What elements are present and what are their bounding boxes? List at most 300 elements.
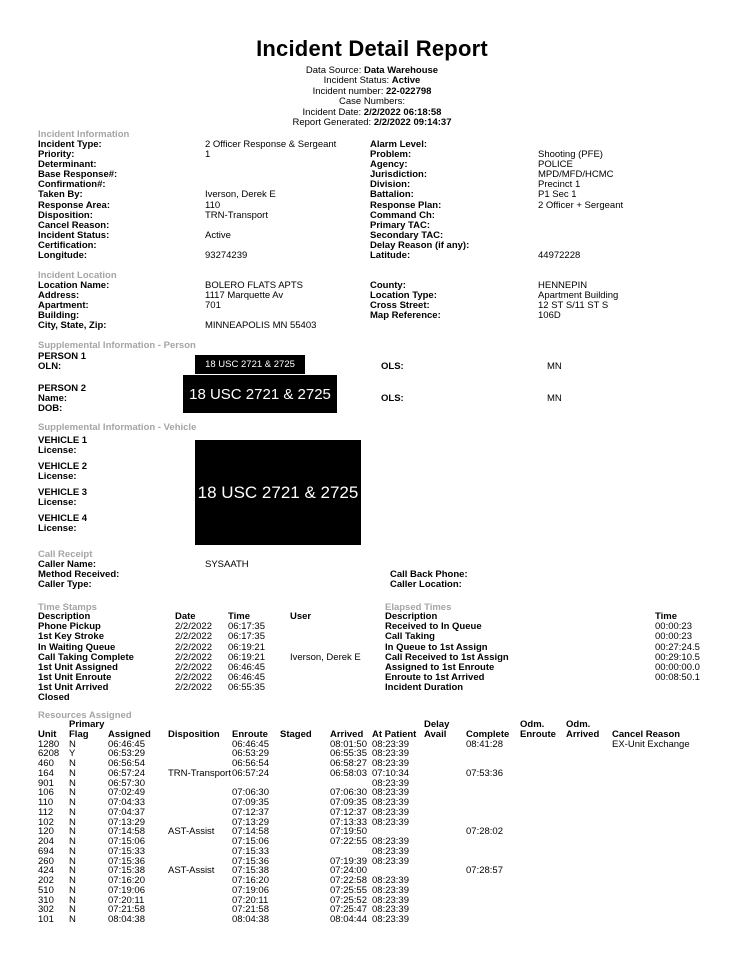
- field-cell: [370, 321, 538, 331]
- resource-cell: [280, 827, 330, 837]
- resource-cell: [612, 886, 738, 896]
- column-header: User: [290, 611, 312, 622]
- resource-cell: [520, 866, 566, 876]
- resource-cell: 07:04:37: [108, 806, 145, 818]
- field-cell: Location Type:: [370, 290, 437, 302]
- resource-cell: N: [69, 914, 76, 925]
- resource-cell: [280, 876, 330, 886]
- resource-cell: 07:25:55: [330, 884, 367, 896]
- resource-cell: N: [69, 855, 76, 867]
- resource-cell: N: [69, 845, 76, 857]
- meta-line-report-generated: [0, 118, 744, 128]
- field-cell: Response Area:: [38, 199, 110, 211]
- resource-cell: 07:06:30: [330, 787, 367, 799]
- resource-cell: [612, 866, 738, 876]
- resource-cell: [566, 808, 612, 818]
- column-header: Complete: [466, 728, 510, 740]
- resource-cell: [466, 876, 520, 886]
- resource-cell: 07:28:02: [466, 826, 503, 838]
- vehicle1-license-label: License:: [38, 445, 77, 456]
- resource-cell: 07:15:06: [108, 836, 145, 847]
- column-header: Staged: [280, 728, 312, 740]
- resource-cell: [466, 837, 520, 847]
- elapsed-cell: Call Received to 1st Assign: [385, 651, 509, 663]
- column-header: Date: [175, 611, 196, 622]
- field-cell: Active: [205, 229, 231, 241]
- field-cell: Battalion:: [370, 189, 414, 201]
- timestamp-cell: Phone Pickup: [38, 621, 101, 633]
- timestamp-cell: 06:17:35: [228, 621, 265, 633]
- resource-cell: 06:56:54: [108, 758, 145, 769]
- elapsed-cell: 00:27:24.5: [655, 641, 700, 653]
- meta-label: Incident Date:: [302, 106, 362, 118]
- resource-cell: 07:20:11: [108, 894, 145, 906]
- timestamp-cell: 06:46:45: [228, 672, 265, 684]
- timestamp-cell: 2/2/2022: [175, 651, 212, 663]
- resource-cell: [612, 876, 738, 886]
- resource-cell: 07:13:29: [232, 816, 269, 828]
- resource-cell: [612, 818, 738, 828]
- resource-cell: [520, 740, 566, 750]
- field-cell: [520, 570, 738, 580]
- resource-cell: 106: [38, 787, 54, 799]
- resource-cell: [566, 866, 612, 876]
- column-header: Cancel Reason: [612, 728, 681, 740]
- field-cell: [205, 170, 370, 180]
- field-cell: Apartment Building: [538, 290, 619, 302]
- resource-cell: 08:23:39: [372, 816, 409, 828]
- timestamp-cell: [290, 693, 405, 703]
- resource-cell: [566, 876, 612, 886]
- field-cell: Call Back Phone:: [390, 569, 468, 581]
- resource-cell: EX-Unit Exchange: [612, 738, 690, 750]
- resource-cell: [168, 915, 232, 925]
- resource-cell: 07:04:33: [108, 797, 145, 808]
- section-supplemental-vehicle: [0, 422, 744, 548]
- vehicle2-license-label: License:: [38, 471, 77, 482]
- resource-cell: [424, 808, 466, 818]
- resource-cell: 164: [38, 767, 54, 779]
- field-cell: Map Reference:: [370, 310, 441, 322]
- resource-cell: [280, 905, 330, 915]
- resource-cell: 07:19:06: [108, 884, 145, 896]
- resource-cell: [566, 769, 612, 779]
- meta-value: Data Warehouse: [364, 65, 439, 76]
- column-header: Flag: [69, 728, 89, 740]
- field-cell: Secondary TAC:: [370, 229, 444, 241]
- resource-cell: 07:15:36: [108, 855, 145, 867]
- resource-cell: 6208: [38, 748, 60, 760]
- resource-cell: 07:19:50: [330, 826, 367, 838]
- resource-cell: [424, 759, 466, 769]
- field-cell: Division:: [370, 179, 411, 191]
- column-header: Time: [228, 611, 251, 622]
- field-cell: HENNEPIN: [538, 280, 588, 291]
- resource-cell: [612, 779, 738, 789]
- resource-cell: 06:58:03: [330, 767, 367, 779]
- resource-cell: 07:15:36: [232, 855, 269, 867]
- field-cell: Apartment:: [38, 300, 89, 312]
- section-heading: Resources Assigned: [38, 710, 132, 721]
- section-time-stamps: [0, 602, 744, 707]
- field-cell: Cancel Reason:: [38, 219, 110, 231]
- resource-cell: N: [69, 806, 76, 818]
- resource-cell: 06:57:24: [232, 767, 269, 779]
- timestamp-cell: 1st Unit Assigned: [38, 661, 118, 673]
- resource-cell: [424, 779, 466, 789]
- resource-cell: [280, 886, 330, 896]
- field-cell: [538, 211, 738, 221]
- field-cell: 701: [205, 300, 221, 312]
- field-cell: Agency:: [370, 159, 408, 171]
- field-cell: Longitude:: [38, 250, 88, 262]
- resource-cell: 07:15:33: [108, 845, 145, 857]
- resource-cell: [520, 847, 566, 857]
- resources-table: [38, 740, 738, 925]
- column-header: Arrived: [330, 728, 364, 740]
- field-cell: Caller Location:: [390, 579, 462, 591]
- field-cell: Shooting (PFE): [538, 149, 603, 161]
- field-cell: Address:: [38, 290, 80, 302]
- field-cell: Building:: [38, 310, 80, 322]
- resource-cell: 07:25:47: [330, 904, 367, 916]
- field-cell: 1117 Marquette Av: [205, 290, 284, 302]
- elapsed-cell: Incident Duration: [385, 682, 464, 694]
- oln-label: OLN:: [38, 361, 62, 372]
- field-cell: Delay Reason (if any):: [370, 239, 470, 251]
- resource-cell: 08:23:39: [372, 797, 409, 808]
- field-cell: 12 ST S/11 ST S: [538, 300, 609, 312]
- resource-cell: 06:46:45: [232, 738, 269, 750]
- field-cell: Cross Street:: [370, 300, 430, 312]
- section-incident-location: [0, 270, 744, 331]
- resource-cell: [566, 886, 612, 896]
- resource-cell: [424, 905, 466, 915]
- field-cell: 2 Officer Response & Sergeant: [205, 139, 337, 150]
- resource-cell: [566, 837, 612, 847]
- meta-label: Incident Status:: [323, 75, 390, 87]
- meta-label: Case Numbers:: [339, 96, 405, 108]
- vehicle2-label: VEHICLE 2: [38, 461, 88, 472]
- resource-cell: [520, 837, 566, 847]
- resource-cell: TRN-Transport: [168, 767, 231, 779]
- meta-label: Data Source:: [305, 65, 362, 76]
- resource-cell: [566, 779, 612, 789]
- field-cell: County:: [370, 280, 406, 291]
- resource-cell: N: [69, 777, 76, 789]
- timestamp-cell: 1st Unit Enroute: [38, 672, 112, 684]
- resource-cell: 07:16:20: [232, 875, 269, 886]
- resource-cell: N: [69, 904, 76, 916]
- resource-cell: [280, 798, 330, 808]
- section-heading: Incident Information: [38, 129, 130, 140]
- resource-cell: [280, 740, 330, 750]
- section-heading: Supplemental Information - Person: [38, 340, 196, 351]
- resource-cell: 302: [38, 904, 54, 916]
- resource-cell: [280, 818, 330, 828]
- timestamp-cell: 2/2/2022: [175, 682, 212, 694]
- resource-cell: [612, 857, 738, 867]
- resource-cell: 694: [38, 845, 54, 857]
- resource-cell: 07:10:34: [372, 767, 409, 779]
- resource-cell: [566, 857, 612, 867]
- resource-cell: [280, 759, 330, 769]
- resource-cell: [466, 847, 520, 857]
- meta-label: Report Generated:: [292, 117, 372, 129]
- vehicle4-license-label: License:: [38, 523, 77, 534]
- resource-cell: 06:57:30: [108, 777, 145, 789]
- resource-cell: 08:23:39: [372, 914, 409, 925]
- resource-cell: 07:15:38: [108, 865, 145, 877]
- field-cell: TRN-Transport: [205, 209, 268, 221]
- column-header: Disposition: [168, 728, 220, 740]
- field-cell: [538, 321, 738, 331]
- timestamp-cell: 2/2/2022: [175, 641, 212, 653]
- column-header: Description: [38, 611, 91, 622]
- resource-cell: 460: [38, 758, 54, 769]
- field-cell: BOLERO FLATS APTS: [205, 280, 304, 291]
- timestamp-cell: 1st Key Stroke: [38, 631, 105, 643]
- field-cell: SYSAATH: [205, 559, 249, 570]
- resource-cell: 424: [38, 865, 54, 877]
- resource-cell: 110: [38, 797, 54, 808]
- resource-cell: 06:58:27: [330, 758, 367, 769]
- meta-value: 2/2/2022 09:14:37: [373, 117, 452, 129]
- person2-label: PERSON 2: [38, 383, 87, 394]
- resource-cell: [168, 798, 232, 808]
- resource-cell: [566, 798, 612, 808]
- resource-cell: [520, 905, 566, 915]
- resource-cell: AST-Assist: [168, 865, 215, 877]
- resource-cell: [612, 915, 738, 925]
- elapsed-times-table: [385, 622, 735, 693]
- resource-cell: [566, 827, 612, 837]
- elapsed-cell: In Queue to 1st Assign: [385, 641, 488, 653]
- resource-cell: [566, 759, 612, 769]
- resource-cell: [520, 788, 566, 798]
- resource-cell: 08:23:39: [372, 787, 409, 799]
- resource-cell: [466, 896, 520, 906]
- field-cell: P1 Sec 1: [538, 189, 577, 201]
- resource-cell: [612, 769, 738, 779]
- ols1-value: MN: [547, 361, 562, 372]
- resource-cell: [466, 779, 520, 789]
- section-heading-elapsed: Elapsed Times: [385, 602, 452, 613]
- field-cell: POLICE: [538, 159, 573, 171]
- resource-cell: [466, 808, 520, 818]
- resource-cell: 08:23:39: [372, 884, 409, 896]
- field-cell: Primary TAC:: [370, 219, 431, 231]
- field-cell: Certification:: [38, 239, 97, 251]
- resource-cell: 101: [38, 914, 54, 925]
- resource-cell: [520, 896, 566, 906]
- timestamp-cell: 1st Unit Arrived: [38, 682, 109, 694]
- resource-cell: [280, 837, 330, 847]
- elapsed-cell: Call Taking: [385, 631, 435, 643]
- elapsed-cell: Received to In Queue: [385, 621, 482, 633]
- timestamp-cell: [228, 693, 290, 703]
- resource-cell: 1280: [38, 738, 60, 750]
- resource-cell: 07:24:00: [330, 865, 367, 877]
- timestamp-cell: 06:55:35: [228, 682, 265, 694]
- resource-cell: [168, 847, 232, 857]
- resource-cell: [566, 896, 612, 906]
- column-header: Assigned: [108, 728, 151, 740]
- field-cell: [538, 221, 738, 231]
- resource-cell: [520, 886, 566, 896]
- resource-cell: N: [69, 797, 76, 808]
- resource-cell: 06:53:29: [108, 748, 145, 760]
- field-cell: [205, 580, 390, 590]
- resource-cell: 08:41:28: [466, 738, 503, 750]
- field-cell: Incident Status:: [38, 229, 110, 241]
- resource-cell: N: [69, 758, 76, 769]
- field-cell: [205, 160, 370, 170]
- resource-cell: Y: [69, 748, 76, 760]
- elapsed-cell: Assigned to 1st Enroute: [385, 661, 495, 673]
- column-header: Odm.: [566, 719, 591, 730]
- field-cell: Iverson, Derek E: [205, 189, 276, 201]
- resource-cell: 07:19:39: [330, 855, 367, 867]
- resource-cell: 07:12:37: [232, 806, 269, 818]
- field-cell: Latitude:: [370, 250, 411, 262]
- resource-cell: 07:15:06: [232, 836, 269, 847]
- resource-cell: [566, 818, 612, 828]
- resource-cell: 08:04:38: [232, 914, 269, 925]
- field-cell: Taken By:: [38, 189, 83, 201]
- resource-cell: N: [69, 884, 76, 896]
- resource-cell: 07:25:52: [330, 894, 367, 906]
- field-cell: Caller Name:: [38, 559, 97, 570]
- resource-cell: [168, 905, 232, 915]
- resource-cell: [466, 788, 520, 798]
- resource-cell: [520, 857, 566, 867]
- timestamp-cell: Call Taking Complete: [38, 651, 134, 663]
- field-cell: 93274239: [205, 250, 248, 262]
- resource-cell: [424, 857, 466, 867]
- resource-cell: [466, 886, 520, 896]
- resource-cell: N: [69, 767, 76, 779]
- section-resources-assigned: [0, 710, 744, 935]
- resource-cell: [424, 886, 466, 896]
- field-cell: Alarm Level:: [370, 139, 428, 150]
- resource-cell: N: [69, 826, 76, 838]
- resource-cell: 510: [38, 884, 54, 896]
- field-cell: Determinant:: [38, 159, 97, 171]
- resource-cell: 08:04:44: [330, 914, 367, 925]
- resource-cell: 08:23:39: [372, 758, 409, 769]
- field-cell: [520, 560, 738, 570]
- resource-cell: [424, 866, 466, 876]
- field-cell: 110: [205, 199, 221, 211]
- resource-cell: 06:57:24: [108, 767, 145, 779]
- field-cell: [520, 580, 738, 590]
- resource-cell: [168, 788, 232, 798]
- resource-cell: [520, 779, 566, 789]
- resource-cell: 07:09:35: [330, 797, 367, 808]
- field-cell: Precinct 1: [538, 179, 581, 191]
- resource-cell: 112: [38, 806, 54, 818]
- resource-cell: [520, 827, 566, 837]
- field-cell: [538, 231, 738, 241]
- resource-cell: 260: [38, 855, 54, 867]
- timestamp-cell: 06:19:21: [228, 641, 265, 653]
- field-cell: 106D: [538, 310, 561, 322]
- resource-cell: [466, 798, 520, 808]
- resource-cell: [612, 905, 738, 915]
- resource-cell: [280, 847, 330, 857]
- field-cell: Location Name:: [38, 280, 110, 291]
- time-stamps-table: [38, 622, 405, 703]
- resource-cell: [280, 749, 330, 759]
- section-heading: Call Receipt: [38, 549, 93, 560]
- resource-cell: 07:06:30: [232, 787, 269, 799]
- resource-cell: 202: [38, 875, 54, 886]
- resource-cell: 204: [38, 836, 54, 847]
- vehicle4-label: VEHICLE 4: [38, 513, 88, 524]
- resource-cell: [280, 915, 330, 925]
- section-heading: Incident Location: [38, 270, 117, 281]
- resource-cell: [466, 915, 520, 925]
- dob-label: DOB:: [38, 403, 63, 414]
- resource-cell: 07:09:35: [232, 797, 269, 808]
- resource-cell: [566, 915, 612, 925]
- resource-cell: [280, 788, 330, 798]
- timestamp-cell: 06:17:35: [228, 631, 265, 643]
- name-label: Name:: [38, 393, 68, 404]
- resource-cell: [424, 788, 466, 798]
- resource-cell: [520, 749, 566, 759]
- person1-label: PERSON 1: [38, 351, 87, 362]
- resource-cell: [424, 876, 466, 886]
- resource-cell: 06:56:54: [232, 758, 269, 769]
- resource-cell: 06:55:35: [330, 748, 367, 760]
- field-cell: 2 Officer + Sergeant: [538, 199, 624, 211]
- resource-cell: 07:19:06: [232, 884, 269, 896]
- resource-cell: [566, 740, 612, 750]
- resource-cell: 07:13:33: [330, 816, 367, 828]
- resource-cell: [168, 837, 232, 847]
- resource-cell: [612, 749, 738, 759]
- resource-cell: 102: [38, 816, 54, 828]
- resource-cell: [520, 798, 566, 808]
- resource-cell: N: [69, 836, 76, 847]
- resource-cell: [566, 847, 612, 857]
- resource-cell: 07:13:29: [108, 816, 145, 828]
- elapsed-cell: 00:00:23: [655, 621, 692, 633]
- resource-cell: [566, 788, 612, 798]
- resource-cell: 901: [38, 777, 54, 789]
- redaction-box-person2: 18 USC 2721 & 2725: [183, 375, 337, 413]
- resource-cell: [566, 749, 612, 759]
- resource-cell: [424, 837, 466, 847]
- resource-cell: [612, 837, 738, 847]
- resource-cell: 07:22:55: [330, 836, 367, 847]
- field-cell: Problem:: [370, 149, 412, 161]
- field-cell: Caller Type:: [38, 579, 92, 591]
- resource-cell: [168, 808, 232, 818]
- resource-cell: 08:23:39: [372, 845, 409, 857]
- resource-cell: [612, 827, 738, 837]
- resource-cell: [424, 896, 466, 906]
- ols2-label: OLS:: [381, 393, 404, 404]
- section-heading: Supplemental Information - Vehicle: [38, 422, 197, 433]
- meta-value: Active: [391, 75, 421, 87]
- ols2-value: MN: [547, 393, 562, 404]
- field-cell: Disposition:: [38, 209, 93, 221]
- field-cell: Priority:: [38, 149, 75, 161]
- field-cell: [205, 570, 390, 580]
